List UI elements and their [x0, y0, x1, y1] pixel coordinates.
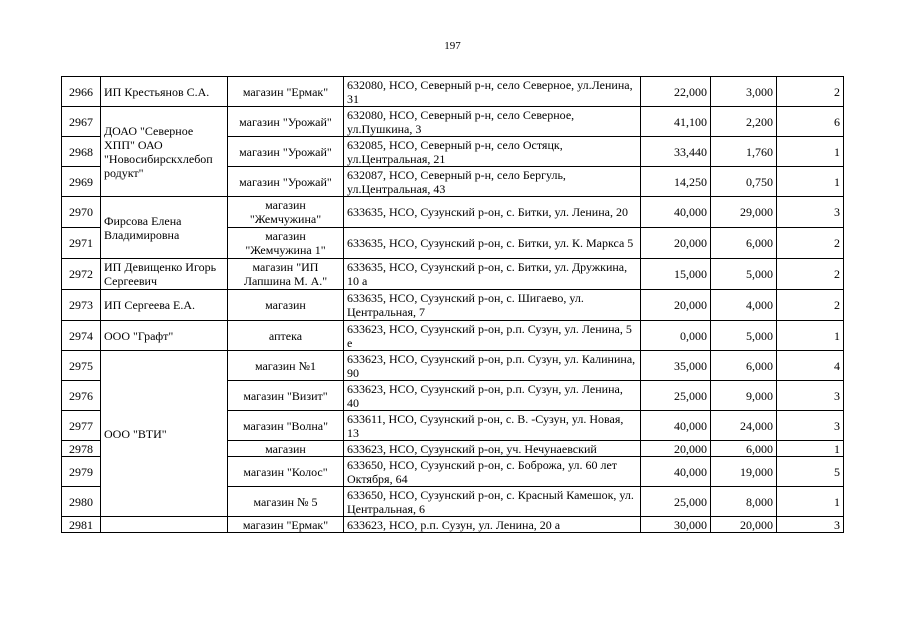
organization-cell: ИП Крестьянов С.А.: [101, 77, 228, 107]
shop-cell: магазин "Жемчужина 1": [228, 228, 344, 259]
registry-table: [61, 76, 844, 533]
value1-cell: 14,250: [641, 167, 711, 197]
value1-cell: 30,000: [641, 517, 711, 533]
address-cell: 633635, НСО, Сузунский р-он, с. Битки, ул. Дружкина, 10 а: [344, 259, 641, 290]
value1-cell: 20,000: [641, 228, 711, 259]
shop-cell: магазин: [228, 441, 344, 457]
address-cell: 633635, НСО, Сузунский р-он, с. Битки, ул. Ленина, 20: [344, 197, 641, 228]
shop-cell: магазин "Жемчужина": [228, 197, 344, 228]
value2-cell: 9,000: [711, 381, 777, 411]
value3-cell: 3: [777, 197, 844, 228]
value1-cell: 40,000: [641, 457, 711, 487]
value3-cell: 2: [777, 228, 844, 259]
row-number: 2971: [62, 228, 101, 259]
value3-cell: 6: [777, 107, 844, 137]
value2-cell: 2,200: [711, 107, 777, 137]
value2-cell: 6,000: [711, 351, 777, 381]
row-number: 2968: [62, 137, 101, 167]
address-cell: 633623, НСО, Сузунский р-он, уч. Нечунаевский: [344, 441, 641, 457]
value3-cell: 3: [777, 411, 844, 441]
value2-cell: 29,000: [711, 197, 777, 228]
row-number: 2978: [62, 441, 101, 457]
row-number: 2976: [62, 381, 101, 411]
row-number: 2969: [62, 167, 101, 197]
value3-cell: 2: [777, 77, 844, 107]
value2-cell: 0,750: [711, 167, 777, 197]
value1-cell: 41,100: [641, 107, 711, 137]
value1-cell: 40,000: [641, 197, 711, 228]
organization-cell: ООО "Графт": [101, 321, 228, 351]
address-cell: 633623, НСО, р.п. Сузун, ул. Ленина, 20 а: [344, 517, 641, 533]
shop-cell: магазин "Ермак": [228, 517, 344, 533]
value2-cell: 20,000: [711, 517, 777, 533]
shop-cell: магазин № 5: [228, 487, 344, 517]
row-number: 2979: [62, 457, 101, 487]
value1-cell: 33,440: [641, 137, 711, 167]
value3-cell: 2: [777, 259, 844, 290]
shop-cell: магазин "Урожай": [228, 107, 344, 137]
page-number: 197: [444, 40, 461, 52]
address-cell: 633623, НСО, Сузунский р-он, р.п. Сузун, ул. Ленина, 5 е: [344, 321, 641, 351]
value2-cell: 19,000: [711, 457, 777, 487]
value3-cell: 1: [777, 321, 844, 351]
value2-cell: 24,000: [711, 411, 777, 441]
address-cell: 633611, НСО, Сузунский р-он, с. В. -Сузун, ул. Новая, 13: [344, 411, 641, 441]
organization-cell: Фирсова Елена Владимировна: [101, 197, 228, 259]
address-cell: 632080, НСО, Северный р-н, село Северное, ул.Пушкина, 3: [344, 107, 641, 137]
value3-cell: 3: [777, 517, 844, 533]
value2-cell: 1,760: [711, 137, 777, 167]
value1-cell: 20,000: [641, 441, 711, 457]
value2-cell: 4,000: [711, 290, 777, 321]
table-row: [62, 290, 844, 321]
shop-cell: магазин №1: [228, 351, 344, 381]
shop-cell: магазин: [228, 290, 344, 321]
address-cell: 633623, НСО, Сузунский р-он, р.п. Сузун, ул. Ленина, 40: [344, 381, 641, 411]
address-cell: 633635, НСО, Сузунский р-он, с. Битки, ул. К. Маркса 5: [344, 228, 641, 259]
value3-cell: 5: [777, 457, 844, 487]
value3-cell: 1: [777, 137, 844, 167]
row-number: 2972: [62, 259, 101, 290]
value1-cell: 40,000: [641, 411, 711, 441]
organization-cell: ИП Девищенко Игорь Сергеевич: [101, 259, 228, 290]
address-cell: 632087, НСО, Северный р-н, село Бергуль, ул.Центральная, 43: [344, 167, 641, 197]
table-row: [62, 107, 844, 137]
organization-cell: ДОАО "Северное ХПП" ОАО "Новосибирскхлебоп родукт": [101, 107, 228, 197]
table-row: [62, 517, 844, 533]
value3-cell: 1: [777, 487, 844, 517]
address-cell: 633650, НСО, Сузунский р-он, с. Красный Камешок, ул. Центральная, 6: [344, 487, 641, 517]
row-number: 2970: [62, 197, 101, 228]
row-number: 2980: [62, 487, 101, 517]
shop-cell: магазин "Волна": [228, 411, 344, 441]
row-number: 2975: [62, 351, 101, 381]
address-cell: 633635, НСО, Сузунский р-он, с. Шигаево, ул. Центральная, 7: [344, 290, 641, 321]
value2-cell: 5,000: [711, 259, 777, 290]
organization-cell: [101, 517, 228, 533]
value1-cell: 20,000: [641, 290, 711, 321]
row-number: 2967: [62, 107, 101, 137]
shop-cell: магазин "Колос": [228, 457, 344, 487]
organization-cell: ИП Сергеева Е.А.: [101, 290, 228, 321]
shop-cell: аптека: [228, 321, 344, 351]
value3-cell: 4: [777, 351, 844, 381]
shop-cell: магазин "ИП Лапшина М. А.": [228, 259, 344, 290]
table-row: [62, 77, 844, 107]
shop-cell: магазин "Визит": [228, 381, 344, 411]
value3-cell: 2: [777, 290, 844, 321]
value2-cell: 6,000: [711, 228, 777, 259]
value1-cell: 0,000: [641, 321, 711, 351]
value1-cell: 22,000: [641, 77, 711, 107]
value2-cell: 6,000: [711, 441, 777, 457]
shop-cell: магазин "Ермак": [228, 77, 344, 107]
value3-cell: 3: [777, 381, 844, 411]
row-number: 2966: [62, 77, 101, 107]
row-number: 2977: [62, 411, 101, 441]
value2-cell: 5,000: [711, 321, 777, 351]
table-row: [62, 259, 844, 290]
value3-cell: 1: [777, 441, 844, 457]
row-number: 2974: [62, 321, 101, 351]
table-row: [62, 351, 844, 381]
value2-cell: 8,000: [711, 487, 777, 517]
table-row: [62, 197, 844, 228]
address-cell: 632085, НСО, Северный р-н, село Остяцк, ул.Центральная, 21: [344, 137, 641, 167]
value1-cell: 25,000: [641, 487, 711, 517]
table-row: [62, 321, 844, 351]
row-number: 2981: [62, 517, 101, 533]
shop-cell: магазин "Урожай": [228, 167, 344, 197]
address-cell: 633650, НСО, Сузунский р-он, с. Боброжа, ул. 60 лет Октября, 64: [344, 457, 641, 487]
address-cell: 633623, НСО, Сузунский р-он, р.п. Сузун, ул. Калинина, 90: [344, 351, 641, 381]
value1-cell: 25,000: [641, 381, 711, 411]
address-cell: 632080, НСО, Северный р-н, село Северное, ул.Ленина, 31: [344, 77, 641, 107]
value1-cell: 15,000: [641, 259, 711, 290]
value1-cell: 35,000: [641, 351, 711, 381]
shop-cell: магазин "Урожай": [228, 137, 344, 167]
organization-cell: ООО "ВТИ": [101, 351, 228, 517]
value2-cell: 3,000: [711, 77, 777, 107]
value3-cell: 1: [777, 167, 844, 197]
row-number: 2973: [62, 290, 101, 321]
